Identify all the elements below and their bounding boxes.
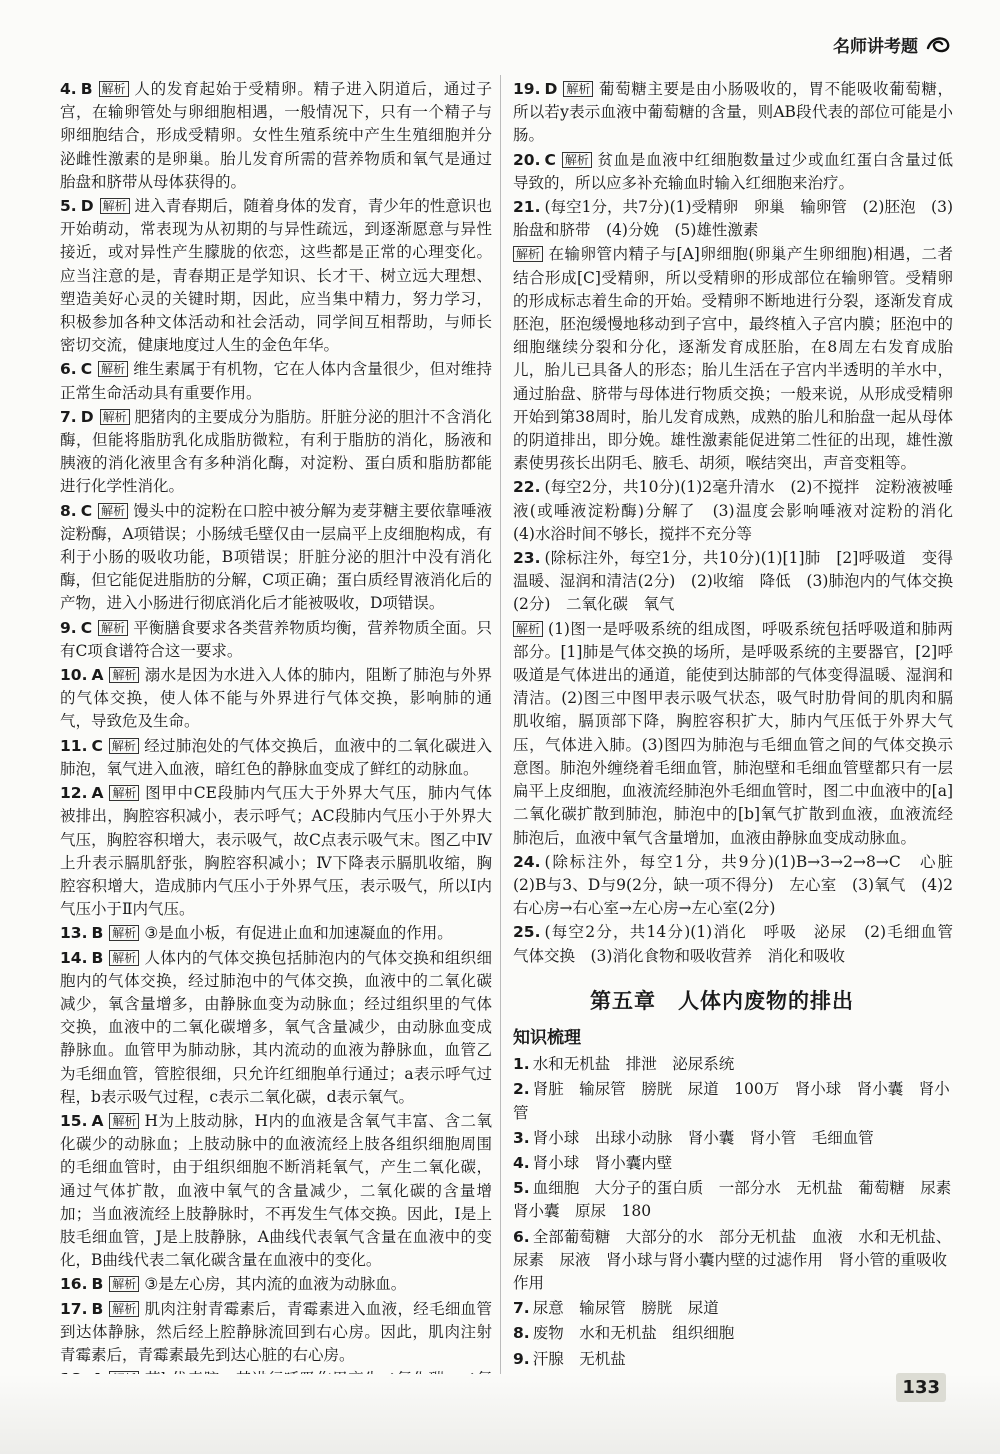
answer-item <box>60 1298 492 1368</box>
knowledge-item-text: 肾脏 输尿管 膀胱 尿道 100万 肾小球 肾小囊 肾小管 <box>513 1080 950 1122</box>
knowledge-item <box>513 1226 953 1296</box>
footer-band <box>0 1374 1000 1454</box>
answer-item <box>60 782 492 921</box>
knowledge-item-number: 3. <box>513 1128 530 1147</box>
question-number: 9. <box>60 618 77 637</box>
analysis-tag: 解析 <box>109 950 139 966</box>
knowledge-list <box>513 1053 967 1371</box>
answer-item <box>513 196 953 242</box>
question-number: 15. <box>60 1111 88 1130</box>
header-title: 名师讲考题 <box>833 37 918 57</box>
column-divider <box>500 75 501 1375</box>
answer-text: 经过肺泡处的气体交换后，血液中的二氧化碳进入肺泡，氧气进入血液，暗红色的静脉血变成了鲜红的动脉血。 <box>60 736 492 778</box>
answer-item <box>513 851 969 921</box>
knowledge-item <box>513 1297 953 1320</box>
answer-letter: C <box>544 150 556 169</box>
knowledge-item-text: 肾小球 肾小囊内壁 <box>532 1153 673 1172</box>
chapter-heading <box>513 990 953 1013</box>
answer-item <box>60 358 492 404</box>
answer-item <box>60 78 492 194</box>
answer-item <box>60 500 492 616</box>
question-number: 25. <box>513 923 541 942</box>
answer-letter: C <box>80 618 93 637</box>
analysis-tag: 解析 <box>109 925 139 941</box>
analysis-tag: 解析 <box>109 1276 139 1292</box>
knowledge-item-text: 全部葡萄糖 大部分的水 部分无机盐 血液 水和无机盐、尿素 尿液 肾小球与肾小囊内壁的过滤作用 肾小管的重吸收作用 <box>513 1227 952 1292</box>
question-number: 6. <box>60 360 77 379</box>
answer-text: 人的发育起始于受精卵。精子进入阴道后，通过子宫，在输卵管处与卵细胞相遇，一般情况下，只有一个精子与卵细胞结合，形成受精卵。女性生殖系统中产生生殖细胞并分泌雌性激素的是卵巢。胎儿发育所需的营养物质和氧气是通过胎盘和脐带从母体获得的。 <box>60 80 492 191</box>
knowledge-item-text: 废物 水和无机盐 组织细胞 <box>532 1324 735 1343</box>
knowledge-item-text: 水和无机盐 排泄 泌尿系统 <box>532 1055 735 1074</box>
knowledge-item <box>513 1053 953 1076</box>
answer-letter: B <box>91 948 104 967</box>
analysis-tag: 解析 <box>109 1301 139 1317</box>
answer-letter: B <box>91 924 104 943</box>
knowledge-item-text: 肾小球 出球小动脉 肾小囊 肾小管 毛细血管 <box>532 1128 874 1147</box>
answer-item <box>60 947 492 1109</box>
knowledge-item-number: 5. <box>513 1179 530 1198</box>
answer-text: (每空2分，共14分)(1)消化 呼吸 泌尿 (2)毛细血管 气体交换 (3)消化食物和吸收营养 消化和吸收 <box>513 923 969 965</box>
analysis-tag: 解析 <box>109 738 139 754</box>
answer-item <box>513 547 953 617</box>
answer-letter: B <box>91 1299 104 1318</box>
knowledge-item <box>513 1322 953 1345</box>
answer-letter: D <box>80 197 94 216</box>
analysis-tag: 解析 <box>562 152 592 168</box>
knowledge-item-number: 7. <box>513 1299 530 1318</box>
swirl-logo-icon <box>924 34 954 56</box>
chapter-title: 人体内废物的排出 <box>678 988 854 1013</box>
answer-letter: D <box>80 407 94 426</box>
answer-text: (除标注外，每空1分，共10分)(1)[1]肺 [2]呼吸道 变得温暖、湿润和清洁(2分) (2)收缩 降低 (3)肺泡内的气体交换(2分) 二氧化碳 氧气 <box>513 549 953 614</box>
analysis-tag: 解析 <box>513 621 543 637</box>
page-number: 133 <box>896 1373 946 1402</box>
knowledge-item-number: 8. <box>513 1324 530 1343</box>
answer-item <box>513 921 969 967</box>
answer-text: ③是血小板，有促进止血和加速凝血的作用。 <box>144 924 453 943</box>
answer-letter: B <box>91 1275 104 1294</box>
analysis-tag: 解析 <box>100 409 130 425</box>
question-number: 23. <box>513 549 541 568</box>
knowledge-item-text: 尿意 输尿管 膀胱 尿道 <box>532 1299 719 1318</box>
question-number: 14. <box>60 948 88 967</box>
analysis-tag: 解析 <box>99 81 129 97</box>
right-column <box>513 78 969 1373</box>
answer-text: 肥猪肉的主要成分为脂肪。肝脏分泌的胆汁不含消化酶，但能将脂肪乳化成脂肪微粒，有利于脂肪的消化，肠液和胰液的消化液里含有多种消化酶，对淀粉、蛋白质和脂肪都能进行化学性消化。 <box>60 407 492 496</box>
analysis-tag: 解析 <box>109 785 139 801</box>
answer-text: H为上肢动脉，H内的血液是含氧气丰富、含二氧化碳少的动脉血；上肢动脉中的血液流经上肢各组织细胞周围的毛细血管时，由于组织细胞不断消耗氧气，产生二氧化碳，通过气体扩散，血液中氧气的含量减少，二氧化碳的含量增加；当血液流经上肢静脉时，不再发生气体交换。因此，I是上肢毛细血管，J是上肢静脉，A曲线代表氧气含量在血液中的变化，B曲线代表二氧化碳含量在血液中的变化。 <box>60 1111 492 1270</box>
answer-letter: D <box>544 80 558 98</box>
page-header <box>833 32 954 57</box>
question-number: 7. <box>60 407 77 426</box>
answer-item <box>60 664 492 734</box>
question-number: 12. <box>60 784 88 803</box>
analysis-tag: 解析 <box>98 361 128 377</box>
question-number: 4. <box>60 80 77 98</box>
answer-item <box>60 1273 492 1296</box>
question-number: 13. <box>60 924 88 943</box>
left-column <box>60 78 492 1416</box>
answer-text: 贫血是血液中红细胞数量过少或血红蛋白含量过低导致的，所以应多补充输血时输入红细胞来治疗。 <box>513 150 953 192</box>
knowledge-item-number: 4. <box>513 1153 530 1172</box>
answer-text: 维生素属于有机物，它在人体内含量很少，但对维持正常生命活动具有重要作用。 <box>60 360 492 402</box>
question-number: 21. <box>513 198 541 217</box>
analysis-tag: 解析 <box>513 246 543 262</box>
answer-text: (每空2分，共10分)(1)2毫升清水 (2)不搅拌 淀粉液被唾液(或唾液淀粉酶)分解了 (3)温度会影响唾液对淀粉的消化 (4)水浴时间不够长，搅拌不充分等 <box>513 478 969 543</box>
answer-text: 进入青春期后，随着身体的发育，青少年的性意识也开始萌动，常表现为从初期的与异性疏远，到逐渐愿意与异性接近，或对异性产生朦胧的依恋，这些都是正常的心理变化。应当注意的是，青春期正是学知识、长才干、树立远大理想、塑造美好心灵的关键时期，因此，应当集中精力，努力学习，积极参加各种文体活动和社会活动，同学间互相帮助，与师长密切交流，健康地度过人生的金色年华。 <box>60 197 492 355</box>
knowledge-item-text: 血细胞 大分子的蛋白质 一部分水 无机盐 葡萄糖 尿素 肾小囊 原尿 180 <box>513 1179 967 1221</box>
question-number: 17. <box>60 1299 88 1318</box>
answer-text: 馒头中的淀粉在口腔中被分解为麦芽糖主要依靠唾液淀粉酶，A项错误；小肠绒毛壁仅由一层扁平上皮细胞构成，有利于小肠的吸收功能，B项错误；肝脏分泌的胆汁中没有消化酶，但它能促进脂肪的分解，C项正确；蛋白质经胃液消化后的产物，进入小肠进行彻底消化后才能被吸收，D项错误。 <box>60 501 492 613</box>
answer-letter: A <box>91 1111 104 1130</box>
answer-text: 在输卵管内精子与[A]卵细胞(卵巢产生卵细胞)相遇，二者结合形成[C]受精卵，所以受精卵的形成部位在输卵管。受精卵的形成标志着生命的开始。受精卵不断地进行分裂，逐渐发育成胚泡，胚泡缓慢地移动到子宫中，最终植入子宫内膜；胚泡中的细胞继续分裂和分化，逐渐发育成胚胎，在8周左右发育成胎儿，胎儿已具备人的形态；胎儿生活在子宫内半透明的羊水中，通过胎盘、脐带与母体进行物质交换；一般来说，从形成受精卵开始到第38周时，胎儿发育成熟，成熟的胎儿和胎盘一起从母体的阴道排出，即分娩。雄性激素能促进第二性征的出现，雄性激素使男孩长出阴毛、腋毛、胡须，喉结突出，声音变粗等。 <box>513 245 953 473</box>
answer-item <box>60 922 492 945</box>
question-number: 11. <box>60 736 88 755</box>
question-number: 8. <box>60 501 77 520</box>
knowledge-item <box>513 1348 953 1371</box>
question-number: 19. <box>513 80 541 98</box>
answer-text: 图甲中CE段肺内气压大于外界大气压，肺内气体被排出，胸腔容积减小，表示呼气；AC段肺内气压小于外界大气压，胸腔容积增大，表示吸气，故C点表示吸气末。图乙中Ⅳ上升表示膈肌舒张，胸腔容积减小；Ⅳ下降表示膈肌收缩，胸腔容积增大，造成肺内气压小于外界气压，表示吸气，所以Ⅰ内气压小于Ⅱ内气压。 <box>60 784 492 919</box>
answer-letter: C <box>80 501 93 520</box>
answer-item <box>60 735 492 781</box>
analysis-tag: 解析 <box>109 667 139 683</box>
answer-letter: C <box>91 736 103 755</box>
knowledge-item <box>513 1127 953 1150</box>
answer-item <box>513 78 953 148</box>
answer-text: 平衡膳食要求各类营养物质均衡，营养物质全面。只有C项食谱符合这一要求。 <box>60 618 492 660</box>
answer-item <box>60 406 492 499</box>
analysis-tag: 解析 <box>98 503 128 519</box>
answer-text: 人体内的气体交换包括肺泡内的气体交换和组织细胞内的气体交换，经过肺泡中的气体交换，血液中的二氧化碳减少，氧含量增多，由静脉血变为动脉血；经过组织里的气体交换，血液中的二氧化碳增多，氧气含量减少，由动脉血变成静脉血。血管甲为肺动脉，其内流动的血液为静脉血，血管乙为毛细血管，管腔很细，只允许红细胞单行通过；a表示呼气过程，b表示吸气过程，c表示二氧化碳，d表示氧气。 <box>60 948 492 1106</box>
knowledge-item-number: 2. <box>513 1080 530 1099</box>
chapter-number: 第五章 <box>590 988 656 1013</box>
answer-text: 葡萄糖主要是由小肠吸收的，胃不能吸收葡萄糖，所以若y表示血液中葡萄糖的含量，则AB段代表的部位可能是小肠。 <box>513 80 953 145</box>
answer-item <box>513 149 953 195</box>
question-number: 16. <box>60 1275 88 1294</box>
answer-item <box>60 1110 492 1272</box>
answer-item <box>513 618 953 850</box>
answer-list-right <box>513 78 969 968</box>
question-number: 24. <box>513 852 541 871</box>
question-number: 20. <box>513 150 541 169</box>
answer-text: (除标注外，每空1分，共9分)(1)B→3→2→8→C 心脏 (2)B与3、D与9(2分，缺一项不得分) 左心室 (3)氧气 (4)2 右心房→右心室→左心房→左心室(2分) <box>513 852 969 918</box>
knowledge-item <box>513 1152 953 1175</box>
answer-letter: A <box>91 666 104 685</box>
knowledge-item-number: 6. <box>513 1227 530 1246</box>
answer-text: ③是左心房，其内流的血液为动脉血。 <box>144 1275 407 1294</box>
answer-item <box>513 243 953 475</box>
question-number: 5. <box>60 197 77 216</box>
answer-item <box>60 195 492 357</box>
answer-item <box>60 617 492 663</box>
answer-letter: A <box>91 784 104 803</box>
answer-letter: C <box>80 360 93 379</box>
answer-text: (每空1分，共7分)(1)受精卵 卵巢 输卵管 (2)胚泡 (3)胎盘和脐带 (4)分娩 (5)雄性激素 <box>513 198 953 240</box>
answer-text: 溺水是因为水进入人体的肺内，阻断了肺泡与外界的气体交换，使人体不能与外界进行气体交换，影响肺的通气，导致危及生命。 <box>60 666 492 731</box>
knowledge-item-number: 9. <box>513 1349 530 1368</box>
knowledge-item-text: 汗腺 无机盐 <box>532 1349 626 1368</box>
answer-text: (1)图一是呼吸系统的组成图，呼吸系统包括呼吸道和肺两部分。[1]肺是气体交换的场所，是呼吸系统的主要器官，[2]呼吸道是气体进出的通道，能使到达肺部的气体变得温暖、湿润和清洁。(2)图三中图甲表示吸气状态，吸气时肋骨间的肌肉和膈肌收缩，膈顶部下降，胸腔容积扩大，肺内气压低于外界大气压，气体进入肺。(3)图四为肺泡与毛细血管之间的气体交换示意图。肺泡外缠绕着毛细血管，肺泡壁和毛细血管壁都只有一层扁平上皮细胞，血液流经肺泡外毛细血管时，图二中血液中的[a]二氧化碳扩散到肺泡，肺泡中的[b]氧气扩散到血液，血液流经肺泡后，血液中氧气含量增加，血液由静脉血变成动脉血。 <box>513 619 953 847</box>
analysis-tag: 解析 <box>100 198 130 214</box>
analysis-tag: 解析 <box>563 81 593 97</box>
answer-letter: B <box>80 80 93 98</box>
knowledge-item-number: 1. <box>513 1055 530 1074</box>
knowledge-item <box>513 1078 953 1124</box>
question-number: 10. <box>60 666 88 685</box>
knowledge-section-title: 知识梳理 <box>513 1027 581 1048</box>
question-number: 22. <box>513 478 541 497</box>
knowledge-item <box>513 1177 967 1223</box>
answer-text: 肌肉注射青霉素后，青霉素进入血液，经毛细血管到达体静脉，然后经上腔静脉流回到右心房。因此，肌肉注射青霉素后，青霉素最先到达心脏的右心房。 <box>60 1299 492 1364</box>
analysis-tag: 解析 <box>98 620 128 636</box>
answer-item <box>513 476 969 546</box>
analysis-tag: 解析 <box>109 1113 139 1129</box>
